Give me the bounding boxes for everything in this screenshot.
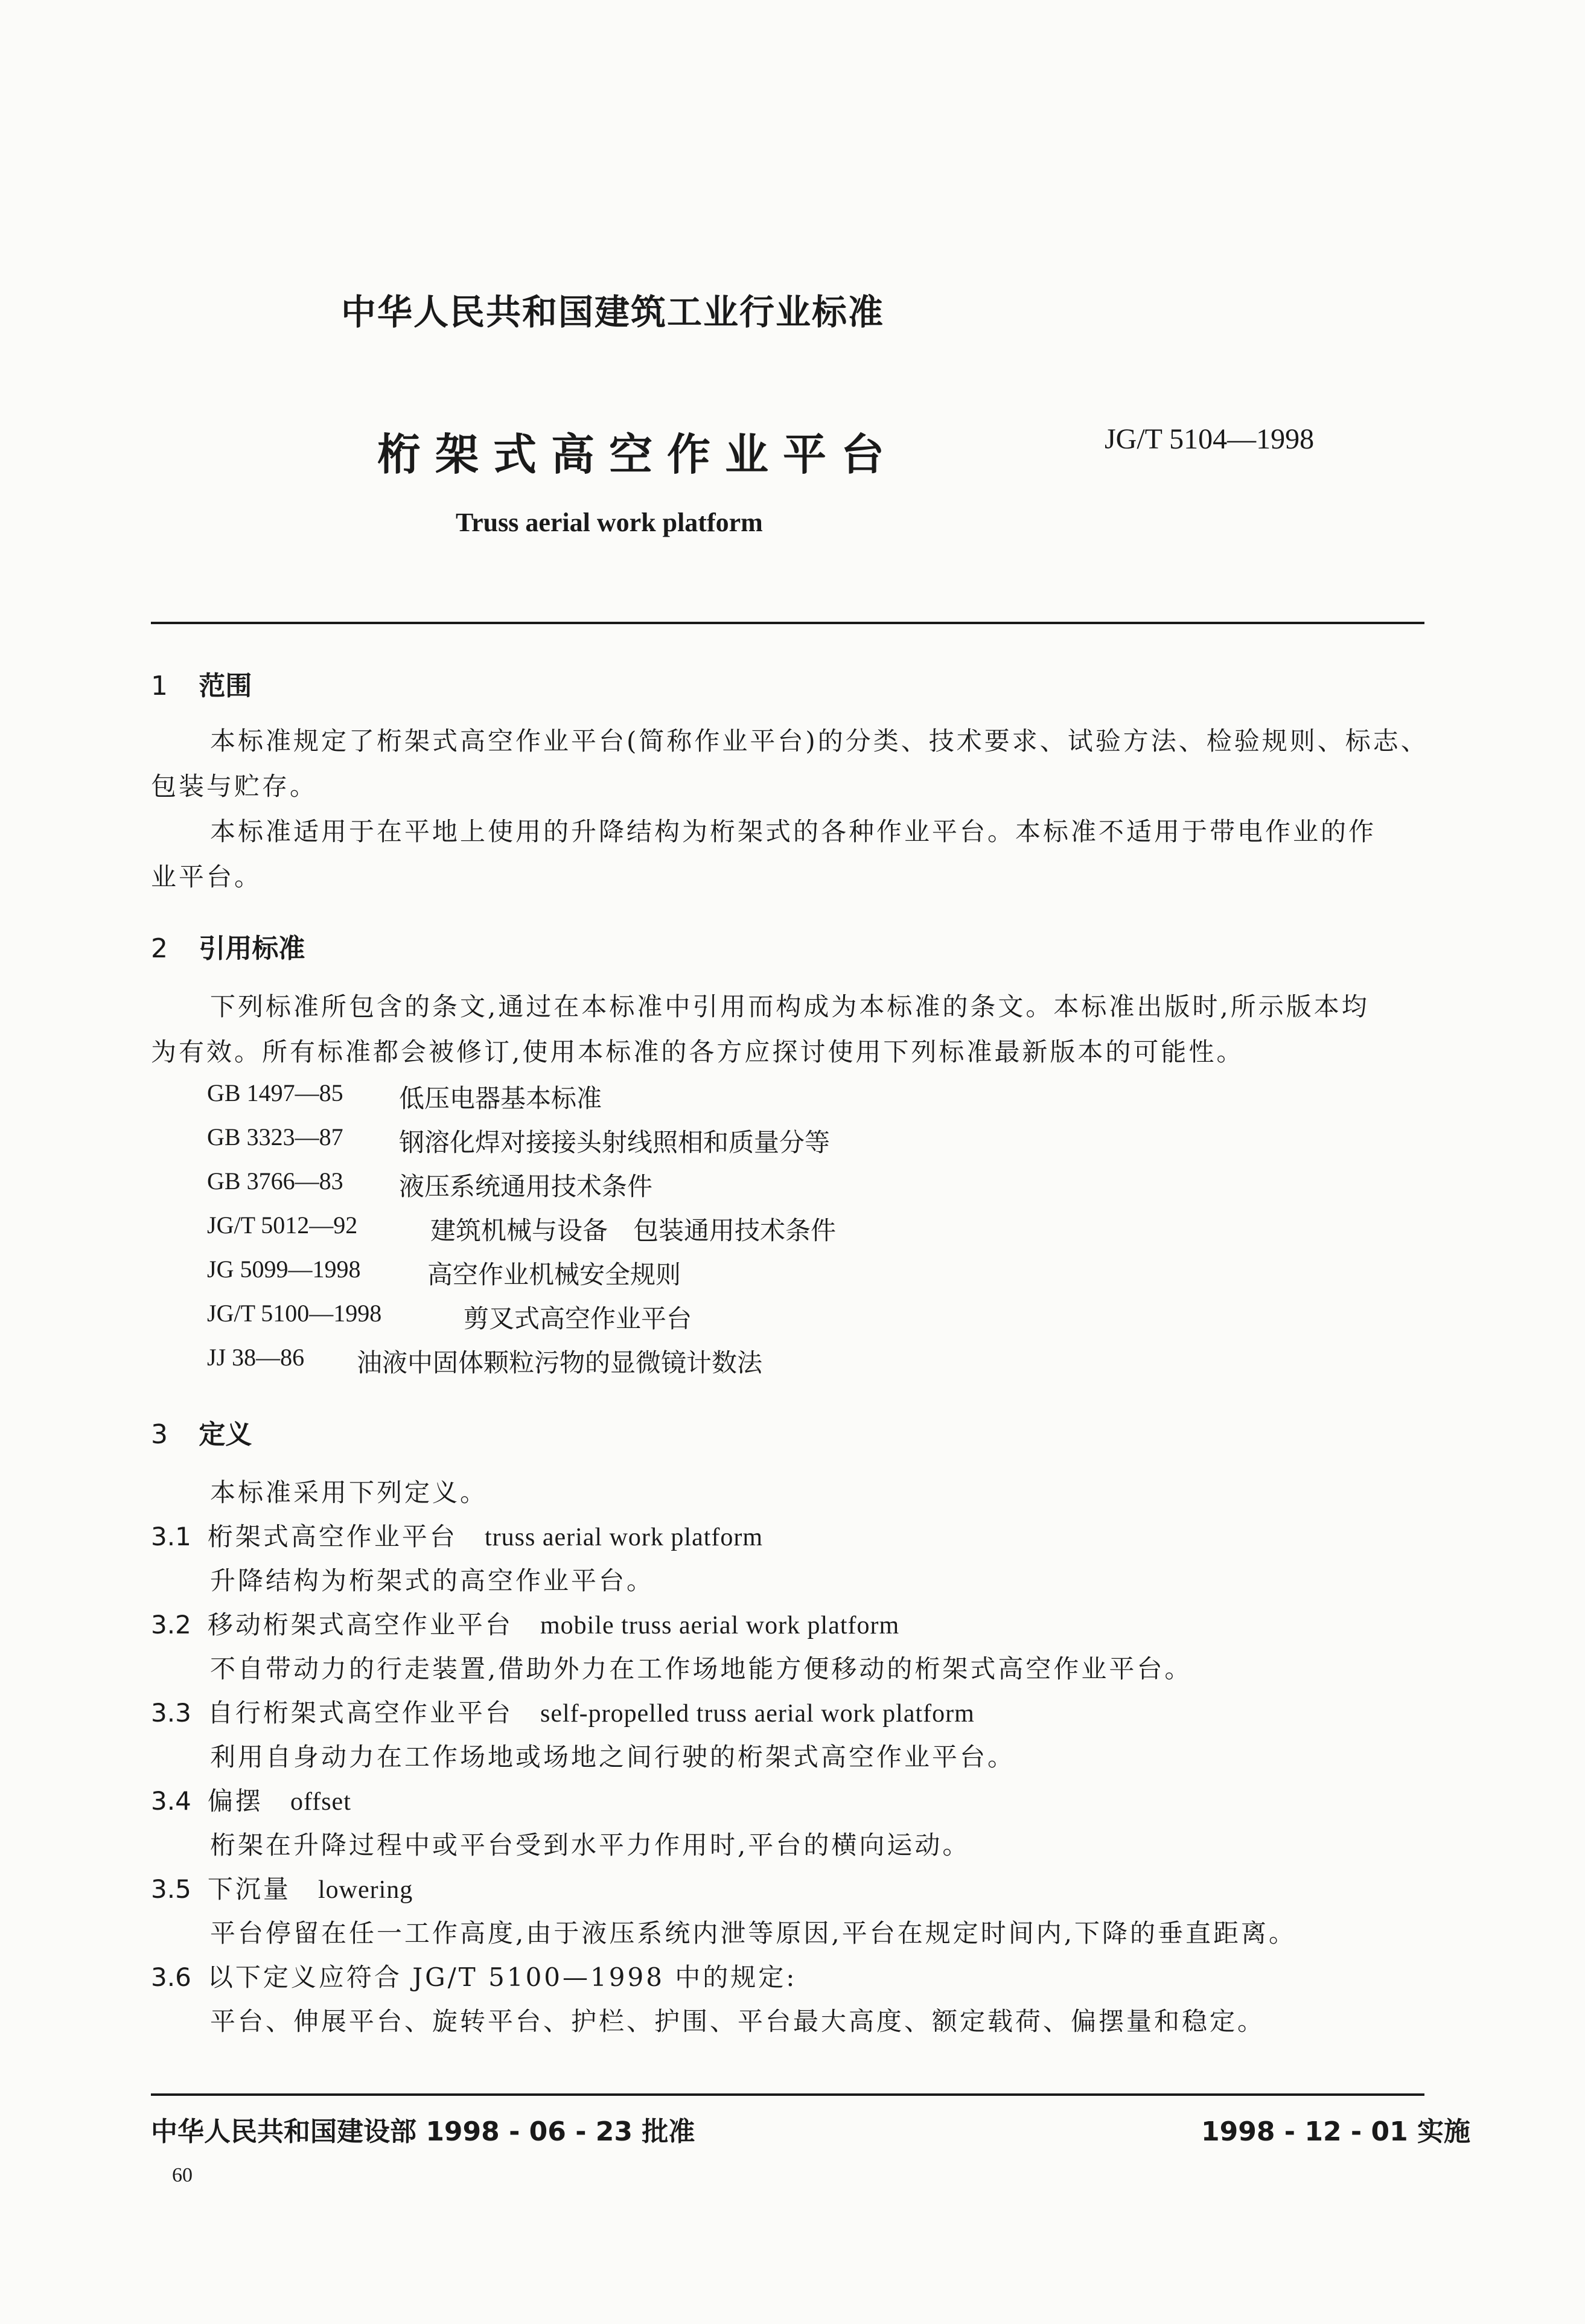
- definition-term-english: self-propelled truss aerial work platform: [540, 1700, 975, 1728]
- document-title: 桁架式高空作业平台: [377, 429, 899, 480]
- document-title-english: Truss aerial work platform: [456, 508, 763, 537]
- definition-description: 平台停留在任一工作高度,由于液压系统内泄等原因,平台在规定时间内,下降的垂直距离。: [210, 1918, 1297, 1948]
- footer-divider: [151, 2093, 1424, 2096]
- section-1-para-1-line-2: 包装与贮存。: [151, 771, 318, 801]
- definition-term-row: [151, 1517, 763, 1553]
- reference-code: JG 5099—1998: [207, 1256, 361, 1283]
- definition-term-english: lowering: [318, 1876, 413, 1904]
- reference-row: [207, 1079, 602, 1113]
- definition-description: 桁架在升降过程中或平台受到水平力作用时,平台的横向运动。: [210, 1830, 971, 1860]
- reference-row: [207, 1255, 681, 1289]
- reference-row: [207, 1167, 653, 1201]
- section-3-heading: [151, 1413, 252, 1451]
- section-1-heading: [151, 664, 252, 703]
- definition-description: 平台、伸展平台、旋转平台、护栏、护围、平台最大高度、额定载荷、偏摆量和稳定。: [210, 2006, 1266, 2036]
- definition-term-row: [151, 1869, 413, 1906]
- issuing-authority: 中华人民共和国建筑工业行业标准: [341, 292, 885, 333]
- reference-title: 高空作业机械安全规则: [427, 1260, 681, 1289]
- reference-code: GB 3766—83: [207, 1167, 343, 1195]
- effective-date: 1998 - 12 - 01 实施: [1201, 2116, 1471, 2147]
- definition-description: 升降结构为桁架式的高空作业平台。: [210, 1566, 655, 1595]
- definition-number: 3.6: [151, 1962, 191, 1992]
- reference-title: 钢溶化焊对接接头射线照相和质量分等: [399, 1128, 831, 1157]
- section-1-para-1-line-1: 本标准规定了桁架式高空作业平台(简称作业平台)的分类、技术要求、试验方法、检验规则、标志、: [210, 726, 1429, 756]
- definition-description: 不自带动力的行走装置,借助外力在工作场地能方便移动的桁架式高空作业平台。: [210, 1654, 1193, 1684]
- header-divider: [151, 622, 1424, 624]
- reference-title: 液压系统通用技术条件: [399, 1172, 653, 1201]
- definition-term-english: truss aerial work platform: [485, 1524, 764, 1551]
- section-2-number: 2: [151, 933, 168, 964]
- section-1-number: 1: [151, 671, 168, 701]
- definition-description: 利用自身动力在工作场地或场地之间行驶的桁架式高空作业平台。: [210, 1742, 1016, 1772]
- section-3-number: 3: [151, 1419, 168, 1450]
- section-1-para-2-line-1: 本标准适用于在平地上使用的升降结构为桁架式的各种作业平台。本标准不适用于带电作业的作: [210, 817, 1377, 846]
- definition-number: 3.2: [151, 1610, 191, 1639]
- reference-row: [207, 1123, 831, 1157]
- section-1-title: 范围: [199, 671, 252, 701]
- definition-term-row: [151, 1605, 899, 1641]
- section-2-heading: [151, 927, 305, 965]
- definition-term: 下沉量: [207, 1874, 291, 1904]
- reference-code: JG/T 5012—92: [207, 1211, 358, 1239]
- definition-term-english: mobile truss aerial work platform: [540, 1612, 900, 1639]
- reference-row: [207, 1343, 763, 1377]
- reference-row: [207, 1299, 692, 1333]
- definition-term: 自行桁架式高空作业平台: [207, 1698, 513, 1728]
- reference-code: GB 3323—87: [207, 1123, 343, 1151]
- reference-row: [207, 1211, 837, 1245]
- definition-term-row: [151, 1693, 975, 1729]
- page-number: 60: [172, 2164, 193, 2186]
- definition-term-row: [151, 1781, 351, 1818]
- reference-code: GB 1497—85: [207, 1079, 343, 1106]
- reference-title: 低压电器基本标准: [399, 1084, 602, 1113]
- definition-term-row: [151, 1958, 797, 1994]
- definition-term: 移动桁架式高空作业平台: [207, 1610, 513, 1639]
- reference-title: 油液中固体颗粒污物的显微镜计数法: [357, 1348, 763, 1377]
- section-1-para-2-line-2: 业平台。: [151, 862, 263, 892]
- definition-number: 3.3: [151, 1698, 191, 1728]
- reference-title: 剪叉式高空作业平台: [464, 1304, 692, 1333]
- definition-term-english: offset: [290, 1788, 351, 1816]
- definition-number: 3.1: [151, 1522, 191, 1551]
- reference-code: JJ 38—86: [207, 1344, 305, 1371]
- definition-number: 3.5: [151, 1874, 191, 1904]
- section-3-title: 定义: [199, 1419, 252, 1450]
- section-3-intro: 本标准采用下列定义。: [210, 1478, 488, 1507]
- definition-term: 桁架式高空作业平台: [207, 1522, 458, 1551]
- reference-code: JG/T 5100—1998: [207, 1300, 382, 1327]
- section-2-para-line-1: 下列标准所包含的条文,通过在本标准中引用而构成为本标准的条文。本标准出版时,所示版本均: [210, 992, 1370, 1021]
- definition-number: 3.4: [151, 1786, 191, 1816]
- definition-term: 以下定义应符合 JG/T 5100—1998 中的规定:: [207, 1962, 797, 1992]
- definition-term: 偏摆: [207, 1786, 263, 1816]
- section-2-title: 引用标准: [199, 933, 305, 964]
- section-2-para-line-2: 为有效。所有标准都会被修订,使用本标准的各方应探讨使用下列标准最新版本的可能性。: [151, 1037, 1245, 1067]
- approval-date: 中华人民共和国建设部 1998 - 06 - 23 批准: [151, 2116, 695, 2147]
- standard-code: JG/T 5104—1998: [1105, 423, 1315, 455]
- reference-title: 建筑机械与设备 包装通用技术条件: [430, 1216, 837, 1245]
